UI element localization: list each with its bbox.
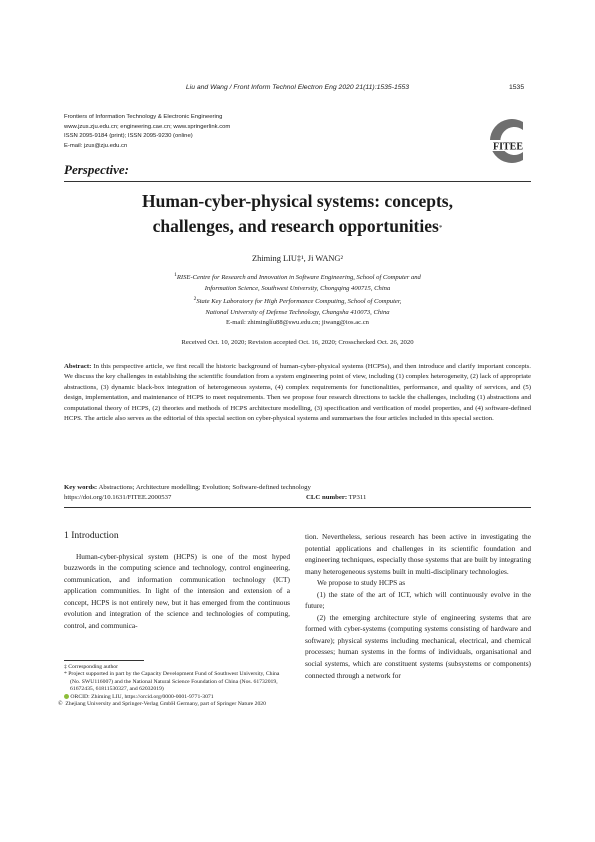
footnote-orcid: ORCID: Zhiming LIU, https://orcid.org/0000-0001-9771-3071 [64,694,290,701]
abstract [64,362,531,425]
abstract-label: Abstract: [64,363,92,370]
journal-name: Frontiers of Information Technology & Electronic Engineering [64,114,223,120]
left-column [64,530,290,631]
section-heading: 1 Introduction [64,530,119,541]
keywords [64,483,531,493]
journal-websites: www.jzus.zju.edu.cn; engineering.cae.cn; www.springerlink.com [64,123,231,130]
running-head: Liu and Wang / Front Inform Technol Electron Eng 2020 21(11):1535-1553 [185,84,410,91]
header-divider [64,181,531,182]
abstract-text: In this perspective article, we first recall the historic background of human-cyber-physical systems (HCPSs), and then introduce and clarify important concepts. We discuss the key challenges in establishing the scientific foundation from a system engineering point of view, including (1) complex heterogeneity, (2) lack of appropriate abstractions, (3) dynamic black-box integration of heterogeneous systems, (4) complex requirements for functionalities, performance, and quality of services, and (5) design, implementation, and maintenance of HCPS to meet requirements. Then we propose four research directions to tackle the challenges, including (1) abstractions and computational theory of HCPS, (2) theories and methods of HCPS architecture modelling, (3) specification and verification of model properties, and (4) software-defined HCPS. The article also serves as the editorial of this special section on cyber-physical systems and summarises the four articles included in this special section. [64,363,531,423]
logo-text: FITEE [492,141,524,153]
paragraph-continued: tion. Nevertheless, serious research has been active in investigating the potential applications and challenges in its scientific foundation and engineering techniques, especially those systems that are built by integrating many heterogeneous systems built in multi-disciplinary technologies. [305,532,531,576]
footnotes [58,664,290,708]
received-dates: Received Oct. 10, 2020; Revision accepted Oct. 16, 2020; Crosschecked Oct. 26, 2020 [181,339,414,346]
list-item-2: (2) the emerging architecture style of engineering systems that are formed with cyber-systems (computing systems consisting of hardware and software); physical systems including mechanical, electrical, and chemical processes; human systems in the forms of individuals, organisational and social systems, which are constituent systems (subsystems or components) connected through a network for [305,612,531,680]
footnote-corresponding: ‡ Corresponding author [64,664,119,670]
doi-link[interactable]: https://doi.org/10.1631/FITEE.2000537 [64,494,172,501]
list-item-1: (1) the state of the art of ICT, which will continuously evolve in the future; [305,589,531,611]
fitee-logo-icon [483,118,533,164]
journal-email: E-mail: jzus@zju.edu.cn [64,142,128,149]
title-footnote-mark: * [438,224,443,232]
keywords-label: Key words: [64,484,98,491]
authors: Zhiming LIU‡¹, Ji WANG² [252,254,343,263]
affiliation-1-line-2: Information Science, Southwest University, Chongqing 400715, China [204,284,391,292]
clc-number: CLC number: TP311 [306,494,367,501]
keywords-text: Abstractions; Architecture modelling; Evolution; Software-defined technology [98,484,311,491]
affiliations [60,270,535,328]
journal-issn: ISSN 2095-9184 (print); ISSN 2095-9230 (online) [64,133,193,140]
title-line-1: Human-cyber-physical systems: concepts, [142,191,453,211]
affiliation-2-line-1: $^2$State Key Laboratory for High Performance Computing, School of Computer, [193,296,402,306]
affiliation-1-line-1: $^1$RISE-Centre for Research and Innovation in Software Engineering, School of Computer and [174,272,421,282]
footnote-copyright: © Zhejiang University and Springer-Verlag GmbH Germany, part of Springer Nature 2020 [58,701,266,708]
title-line-2: challenges, and research opportunities* [152,216,443,236]
section-tag: Perspective: [64,162,129,177]
intro-paragraph: Human-cyber-physical system (HCPS) is one of the most hyped buzzwords in the computing science and technology, control engineering, communication, and information communication technology (ICT) application communities. In light of the intension and extension of a concept, HCPS is not entirely new, but it has emerged from the continuous evolution and integration of the science and technologies of computing, control, and communica- [64,551,290,630]
page-number: 1535 [509,84,525,91]
orcid-icon [64,694,69,699]
doi-row [64,494,531,501]
right-column [305,531,531,681]
journal-info [64,113,230,151]
author-email: E-mail: zhiminglíu88@swu.edu.cn; jiwang@ios.ac.cn [226,319,369,326]
affiliation-2-line-2: National University of Defense Technology, Changsha 410073, China [205,308,390,316]
paragraph-propose: We propose to study HCPS as [317,578,406,588]
paper-title [60,189,535,239]
abstract-divider [64,507,531,508]
footnote-divider [64,660,144,661]
footnote-project: * Project supported in part by the Capacity Development Fund of Southwest University, China (No. SWU116007) and the National Natural Science Foundation of China (Nos. 61732019, 61672435, 61811530327, and 62032019) [64,671,280,693]
